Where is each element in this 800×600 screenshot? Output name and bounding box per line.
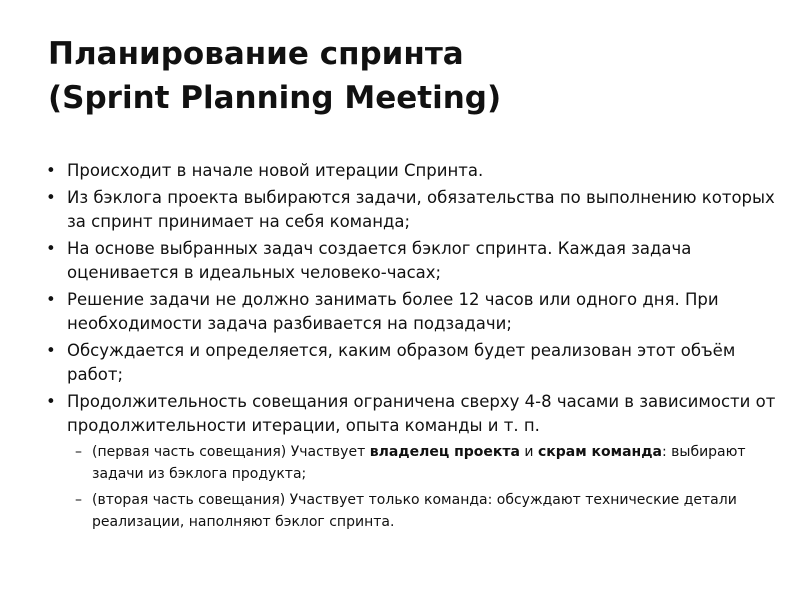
sub-bullet-prefix: (первая часть совещания) Участвует (92, 443, 370, 460)
bullet-item (46, 237, 776, 286)
role-scrum-team: скрам команда (537, 443, 662, 460)
dash-icon (75, 489, 82, 511)
sub-bullet-item (75, 489, 776, 533)
bullet-list (46, 159, 776, 537)
slide-title-line-1: Планирование спринта (48, 36, 464, 72)
sub-bullet-list (67, 441, 776, 533)
bullet-dot-icon (46, 237, 62, 262)
dash-icon (75, 441, 82, 463)
bullet-text: Из бэклога проекта выбираются задачи, обязательства по выполнению которых за спринт принимает на себя команда; (67, 187, 775, 231)
sub-bullet-middle: и (519, 443, 538, 460)
bullet-text: Решение задачи не должно занимать более 12 часов или одного дня. При необходимости задача разбивается на подзадачи; (67, 289, 719, 333)
sub-bullet-item (75, 441, 776, 485)
bullet-dot-icon (46, 390, 62, 415)
bullet-dot-icon (46, 159, 62, 184)
bullet-text: Продолжительность совещания ограничена сверху 4-8 часами в зависимости от продолжительности итерации, опыта команды и т. п. (67, 391, 776, 435)
bullet-text: Происходит в начале новой итерации Спринта. (67, 161, 484, 180)
bullet-item (46, 390, 776, 533)
role-product-owner: владелец проекта (369, 443, 520, 460)
bullet-item (46, 288, 776, 337)
bullet-item (46, 159, 776, 184)
bullet-text: На основе выбранных задач создается бэклог спринта. Каждая задача оценивается в идеальных человеко-часах; (67, 238, 692, 282)
bullet-dot-icon (46, 186, 62, 211)
sub-bullet-text: (вторая часть совещания) Участвует только команда: обсуждают технические детали реализации, наполняют бэклог спринта. (92, 491, 737, 530)
slide-title-line-2: (Sprint Planning Meeting) (48, 80, 502, 116)
sub-bullet-text (92, 444, 746, 482)
slide-title (48, 32, 768, 120)
bullet-item (46, 339, 776, 388)
bullet-dot-icon (46, 288, 62, 313)
bullet-item (46, 186, 776, 235)
bullet-text: Обсуждается и определяется, каким образом будет реализован этот объём работ; (67, 340, 736, 384)
bullet-dot-icon (46, 339, 62, 364)
sub-bullet-suffix: : выбирают задачи из бэклога продукта; (92, 443, 746, 482)
